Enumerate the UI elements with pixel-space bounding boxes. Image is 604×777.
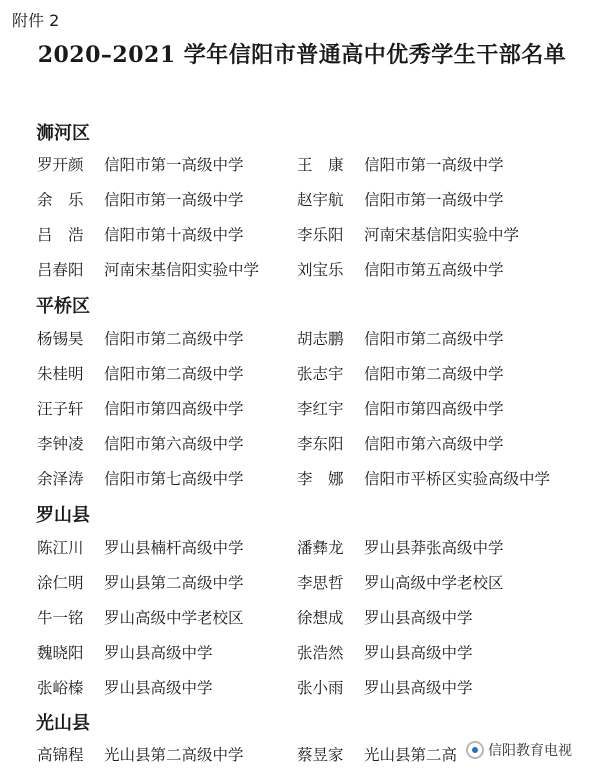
school-name: 光山县第二高级中学 <box>104 746 244 764</box>
student-name: 朱桂明 <box>37 365 84 383</box>
table-row <box>0 223 604 247</box>
table-row <box>0 397 604 421</box>
student-name: 李乐阳 <box>297 226 344 244</box>
school-name: 罗山县高级中学 <box>104 644 213 662</box>
table-row <box>0 432 604 456</box>
student-name: 吕 浩 <box>37 226 84 244</box>
school-name: 罗山高级中学老校区 <box>104 609 244 627</box>
table-row <box>0 676 604 700</box>
school-name: 罗山高级中学老校区 <box>364 574 504 592</box>
school-name: 信阳市第一高级中学 <box>364 156 504 174</box>
school-name: 信阳市第二高级中学 <box>364 330 504 348</box>
school-name: 信阳市第四高级中学 <box>104 400 244 418</box>
school-name: 罗山县楠杆高级中学 <box>104 539 244 557</box>
section-heading-shihe: 浉河区 <box>36 123 90 144</box>
school-name: 罗山县高级中学 <box>364 644 473 662</box>
student-name: 张志宇 <box>297 365 344 383</box>
school-name: 信阳市第二高级中学 <box>104 330 244 348</box>
student-name: 徐想成 <box>297 609 344 627</box>
school-name: 信阳市第一高级中学 <box>364 191 504 209</box>
student-name: 杨锡昊 <box>37 330 84 348</box>
watermark-text: 信阳教育电视 <box>488 743 572 759</box>
school-name: 信阳市第十高级中学 <box>104 226 244 244</box>
school-name: 光山县第二高 <box>364 746 458 764</box>
student-name: 刘宝乐 <box>297 261 344 279</box>
student-name: 王 康 <box>297 156 344 174</box>
section-heading-pingqiao: 平桥区 <box>36 296 90 317</box>
student-name: 潘彝龙 <box>297 539 344 557</box>
table-row <box>0 641 604 665</box>
student-name: 李思哲 <box>297 574 344 592</box>
school-name: 信阳市第六高级中学 <box>104 435 244 453</box>
school-name: 信阳市第二高级中学 <box>364 365 504 383</box>
table-row <box>0 362 604 386</box>
school-name: 信阳市第一高级中学 <box>104 191 244 209</box>
table-row <box>0 606 604 630</box>
student-name: 李 娜 <box>297 470 344 488</box>
student-name: 牛一铭 <box>37 609 84 627</box>
school-name: 罗山县莽张高级中学 <box>364 539 504 557</box>
document-title: 2020–2021 学年信阳市普通高中优秀学生干部名单 <box>37 42 567 68</box>
wechat-watermark <box>466 737 598 763</box>
table-row <box>0 153 604 177</box>
student-name: 余泽涛 <box>37 470 84 488</box>
school-name: 罗山县第二高级中学 <box>104 574 244 592</box>
school-name: 信阳市第五高级中学 <box>364 261 504 279</box>
student-name: 张小雨 <box>297 679 344 697</box>
school-name: 信阳市第七高级中学 <box>104 470 244 488</box>
student-name: 汪子轩 <box>37 400 84 418</box>
school-name: 信阳市第四高级中学 <box>364 400 504 418</box>
school-name: 信阳市第六高级中学 <box>364 435 504 453</box>
school-name: 罗山县高级中学 <box>364 609 473 627</box>
school-name: 罗山县高级中学 <box>104 679 213 697</box>
student-name: 赵宇航 <box>297 191 344 209</box>
section-heading-luoshan: 罗山县 <box>36 505 90 526</box>
student-name: 张浩然 <box>297 644 344 662</box>
table-row <box>0 571 604 595</box>
student-name: 李东阳 <box>297 435 344 453</box>
student-name: 张峪榛 <box>37 679 84 697</box>
student-name: 高锦程 <box>37 746 84 764</box>
section-heading-guangshan: 光山县 <box>36 713 90 734</box>
table-row <box>0 188 604 212</box>
table-row <box>0 327 604 351</box>
student-name: 陈江川 <box>37 539 84 557</box>
school-name: 信阳市平桥区实验高级中学 <box>364 470 551 488</box>
table-row <box>0 536 604 560</box>
student-name: 余 乐 <box>37 191 84 209</box>
attachment-label: 附件 2 <box>12 11 60 30</box>
wechat-logo-icon <box>466 741 484 759</box>
school-name: 罗山县高级中学 <box>364 679 473 697</box>
school-name: 河南宋基信阳实验中学 <box>364 226 520 244</box>
student-name: 李红宇 <box>297 400 344 418</box>
table-row <box>0 467 604 491</box>
student-name: 吕春阳 <box>37 261 84 279</box>
student-name: 李钟凌 <box>37 435 84 453</box>
student-name: 涂仁明 <box>37 574 84 592</box>
student-name: 胡志鹏 <box>297 330 344 348</box>
school-name: 河南宋基信阳实验中学 <box>104 261 260 279</box>
student-name: 罗开颜 <box>37 156 84 174</box>
school-name: 信阳市第一高级中学 <box>104 156 244 174</box>
student-name: 魏晓阳 <box>37 644 84 662</box>
school-name: 信阳市第二高级中学 <box>104 365 244 383</box>
student-name: 蔡昱家 <box>297 746 344 764</box>
table-row <box>0 258 604 282</box>
